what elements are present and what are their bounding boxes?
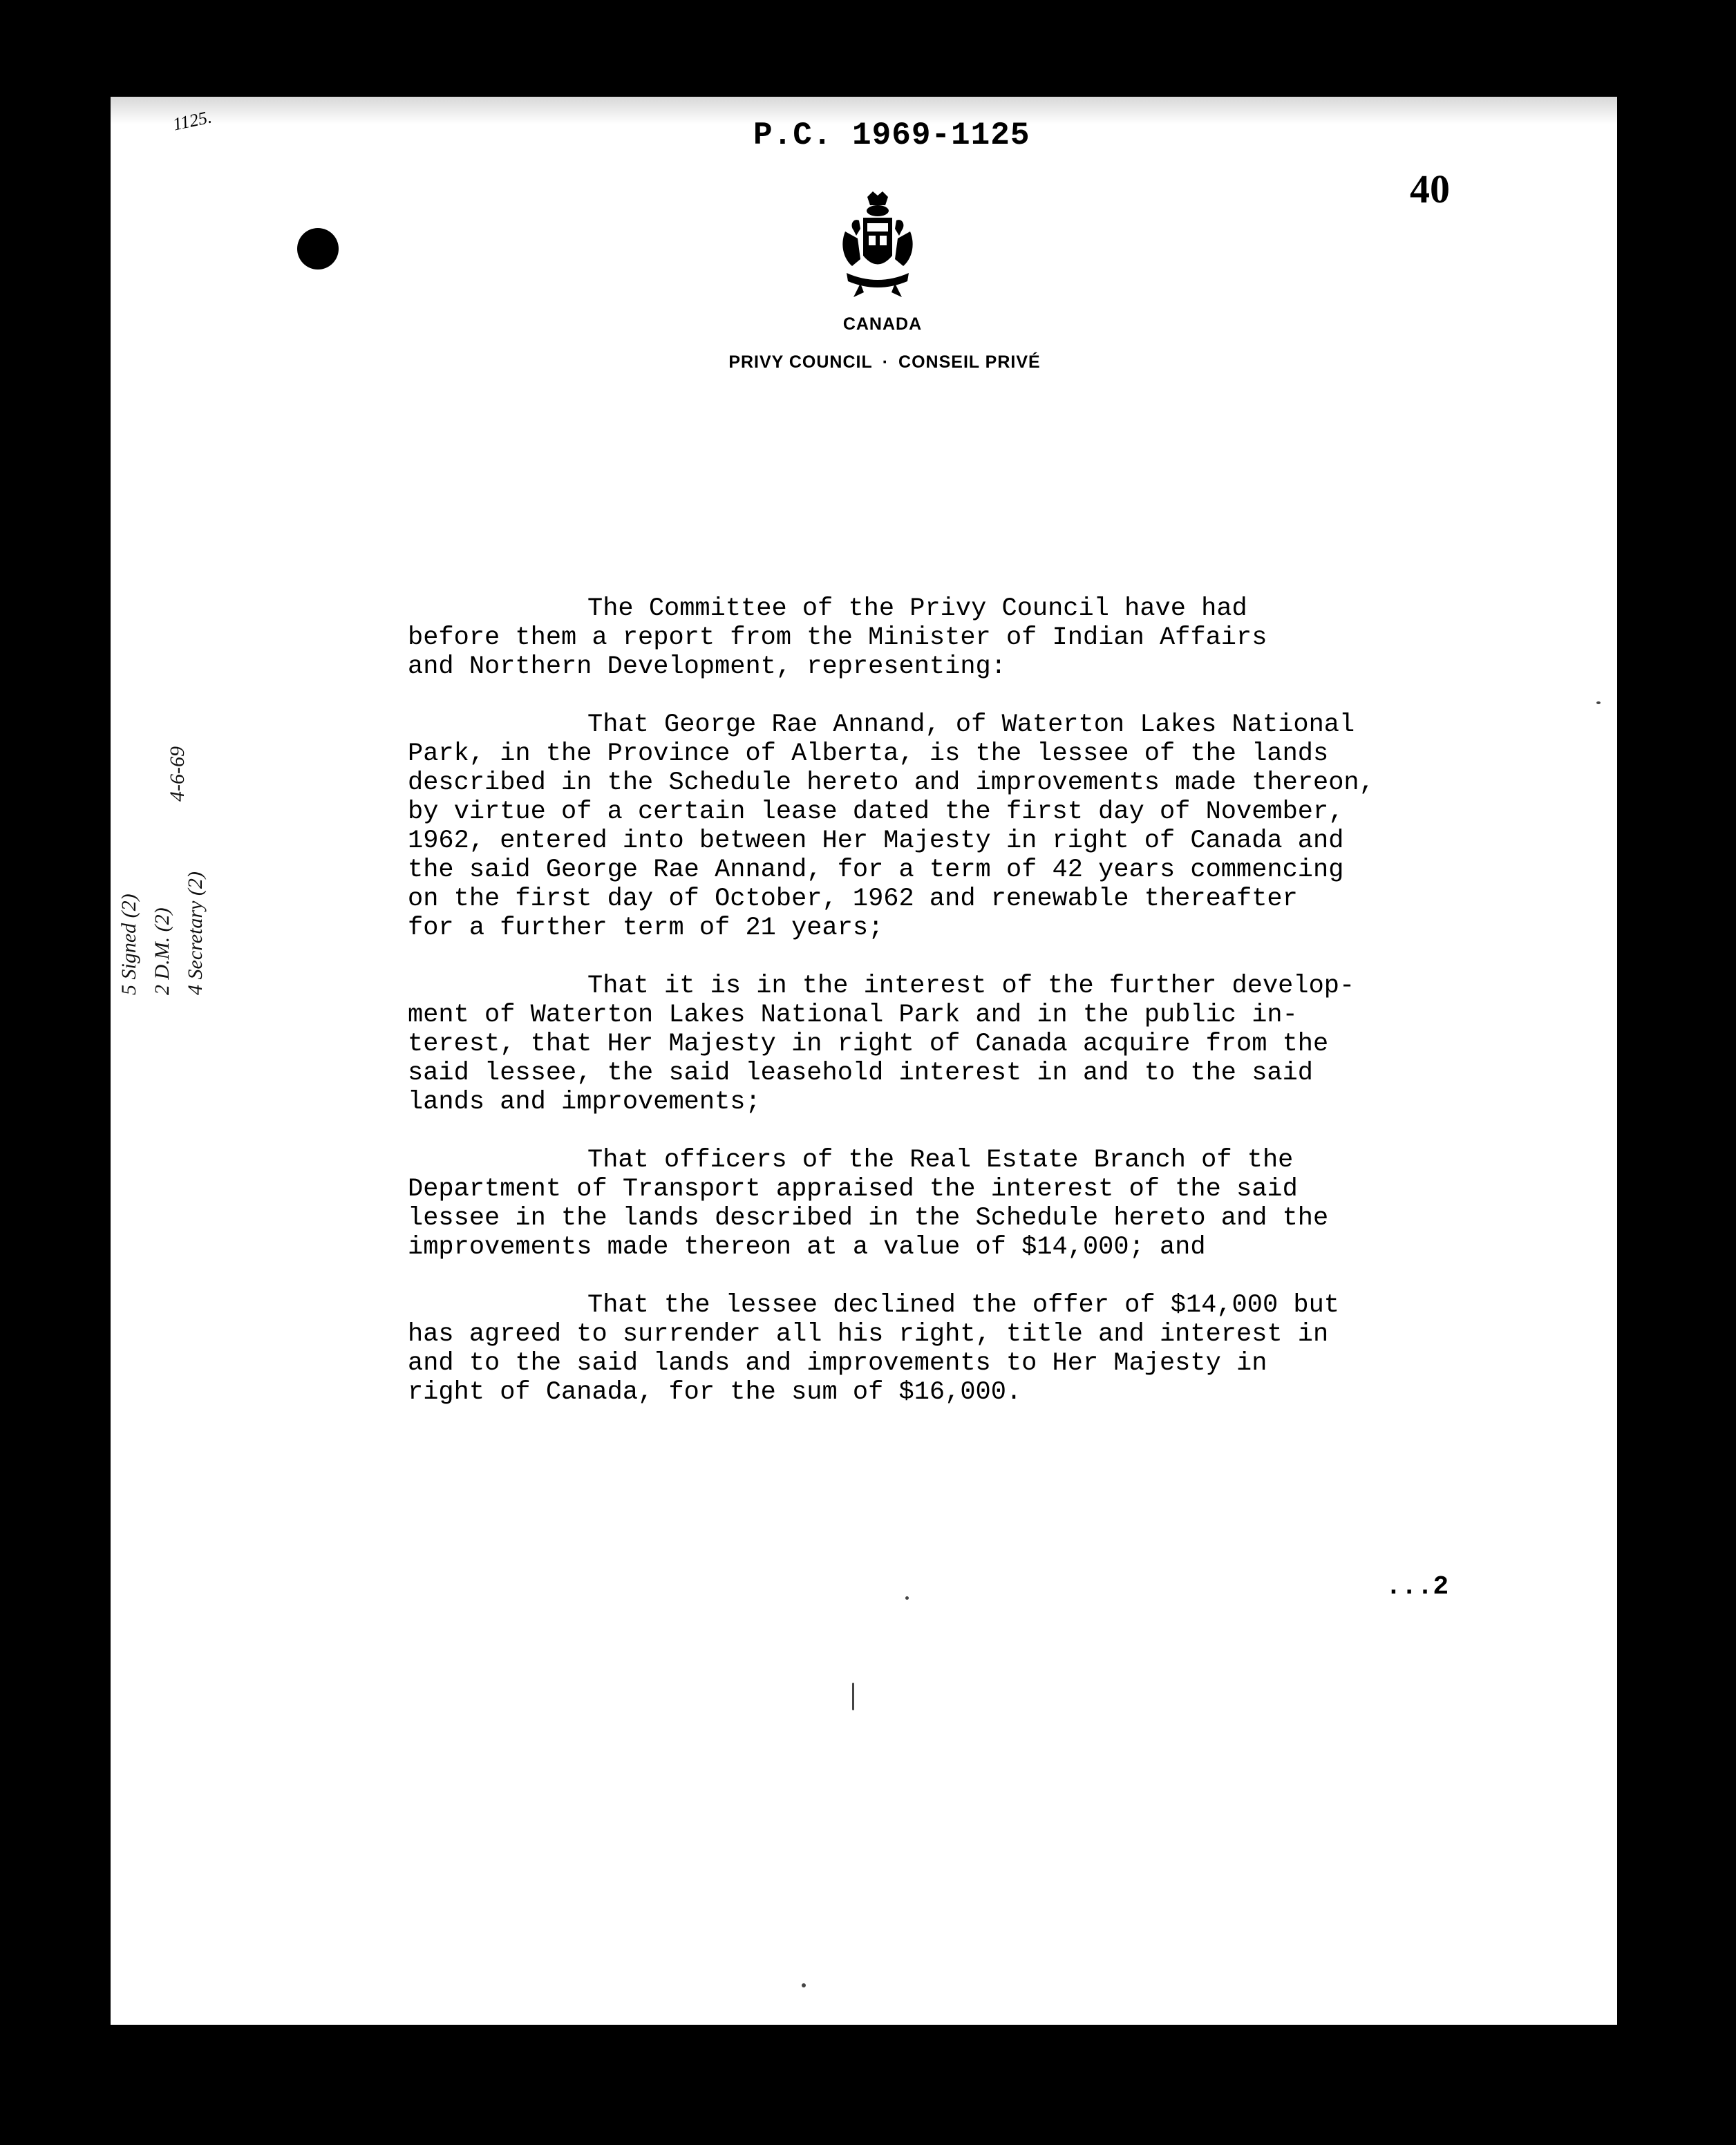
handwritten-margin-date: 4-6-69 — [166, 746, 189, 802]
continuation-marker: ...2 — [1386, 1572, 1449, 1602]
text-line: said lessee, the said leasehold interest in and to the said — [408, 1059, 1314, 1088]
council-french: CONSEIL PRIVÉ — [898, 352, 1041, 372]
text-line: and Northern Development, representing: — [408, 652, 1006, 681]
text-line: for a further term of 21 years; — [408, 914, 884, 943]
text-line: lands and improvements; — [408, 1088, 761, 1117]
scan-speck — [905, 1596, 909, 1600]
text-line: The Committee of the Privy Council have had — [587, 594, 1247, 623]
page-number: 40 — [1410, 167, 1450, 211]
paragraph — [408, 972, 1583, 1117]
canada-coat-of-arms-icon — [833, 190, 923, 301]
text-line: lessee in the lands described in the Schedule hereto and the — [408, 1204, 1329, 1233]
text-line: That the lessee declined the offer of $14,000 but — [587, 1291, 1339, 1320]
order-number: P.C. 1969-1125 — [753, 117, 1030, 153]
paragraph — [408, 1146, 1583, 1262]
text-line: improvements made thereon at a value of $14,000; and — [408, 1233, 1206, 1262]
text-line: Department of Transport appraised the interest of the said — [408, 1175, 1298, 1204]
punch-hole-icon — [297, 228, 339, 270]
scan-speck — [802, 1983, 806, 1987]
text-line: Park, in the Province of Alberta, is the lessee of the lands — [408, 739, 1329, 768]
scan-speck — [852, 1683, 854, 1710]
text-line: has agreed to surrender all his right, title and interest in — [408, 1320, 1329, 1349]
order-body — [408, 594, 1583, 1436]
handwritten-corner-note: 1125. — [171, 106, 214, 135]
text-line: and to the said lands and improvements to Her Majesty in — [408, 1349, 1267, 1378]
handwritten-margin-notes — [117, 871, 217, 995]
margin-note-line: 4 Secretary (2) — [184, 871, 207, 995]
council-heading — [677, 352, 1092, 372]
text-line: before them a report from the Minister of Indian Affairs — [408, 623, 1267, 652]
text-line: That officers of the Real Estate Branch of the — [587, 1146, 1294, 1175]
text-line: right of Canada, for the sum of $16,000. — [408, 1378, 1022, 1407]
council-english: PRIVY COUNCIL — [728, 352, 873, 372]
text-line: by virtue of a certain lease dated the first day of November, — [408, 797, 1344, 826]
text-line: That George Rae Annand, of Waterton Lakes National — [587, 710, 1355, 739]
text-line: ment of Waterton Lakes National Park and in the public in- — [408, 1001, 1298, 1030]
paragraph — [408, 1291, 1583, 1407]
document-page — [111, 97, 1617, 2025]
paragraph — [408, 710, 1583, 943]
country-label: CANADA — [842, 314, 923, 334]
text-line: 1962, entered into between Her Majesty in right of Canada and — [408, 826, 1344, 856]
text-line: described in the Schedule hereto and improvements made thereon, — [408, 768, 1375, 797]
text-line: on the first day of October, 1962 and renewable thereafter — [408, 885, 1298, 914]
scan-speck — [1596, 701, 1601, 704]
margin-note-line: 2 D.M. (2) — [151, 907, 173, 995]
text-line: the said George Rae Annand, for a term of 42 years commencing — [408, 856, 1344, 885]
paragraph — [408, 594, 1583, 681]
margin-note-line: 5 Signed (2) — [117, 894, 140, 995]
council-separator: · — [882, 352, 889, 372]
text-line: That it is in the interest of the further develop- — [587, 972, 1355, 1001]
text-line: terest, that Her Majesty in right of Canada acquire from the — [408, 1030, 1329, 1059]
